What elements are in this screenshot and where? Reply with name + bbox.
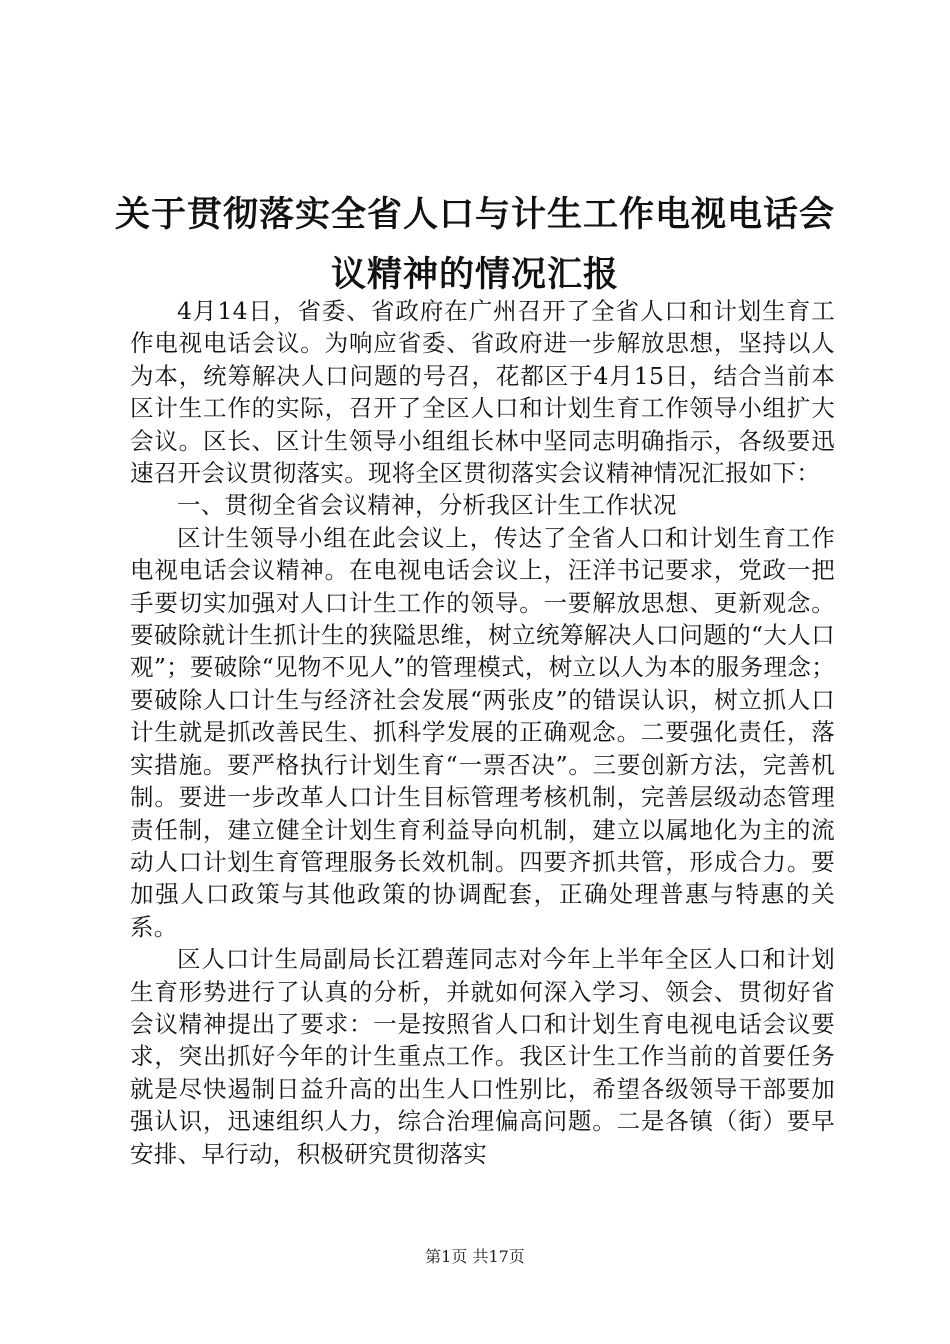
document-body (130, 295, 835, 1170)
document-title-line-2: 议精神的情况汇报 (330, 255, 619, 295)
paragraph-analysis: 区人口计生局副局长江碧莲同志对今年上半年全区人口和计划生育形势进行了认真的分析，并就如何深入学习、领会、贯彻好省会议精神提出了要求：一是按照省人口和计划生育电视电话会议要求，突出抓好今年的计生重点工作。我区计生工作当前的首要任务就是尽快遏制日益升高的出生人口性别比，希望各级领导干部要加强认识，迅速组织人力，综合治理偏高问题。二是各镇（街）要早安排、早行动，积极研究贯彻落实 (130, 945, 835, 1168)
section-heading-1: 一、贯彻全省会议精神，分析我区计生工作状况 (177, 491, 677, 520)
page-footer (0, 1244, 950, 1267)
document-title-line-1: 关于贯彻落实全省人口与计生工作电视电话会 (114, 195, 835, 235)
paragraph-meeting-spirit: 区计生领导小组在此会议上，传达了全省人口和计划生育工作电视电话会议精神。在电视电话会议上，汪洋书记要求，党政一把手要切实加强对人口计生工作的领导。一要解放思想、更新观念。要破除就计生抓计生的狭隘思维，树立统筹解决人口问题的“大人口观”；要破除“见物不见人”的管理模式，树立以人为本的服务理念；要破除人口计生与经济社会发展“两张皮”的错误认识，树立抓人口计生就是抓改善民生、抓科学发展的正确观念。二要强化责任，落实措施。要严格执行计划生育“一票否决”。三要创新方法，完善机制。要进一步改革人口计生目标管理考核机制，完善层级动态管理责任制，建立健全计划生育利益导向机制，建立以属地化为主的流动人口计划生育管理服务长效机制。四要齐抓共管，形成合力。要加强人口政策与其他政策的协调配套，正确处理普惠与特惠的关系。 (130, 523, 835, 941)
paragraph-intro: 4月14日，省委、省政府在广州召开了全省人口和计划生育工作电视电话会议。为响应省委、省政府进一步解放思想，坚持以人为本，统筹解决人口问题的号召，花都区于4月15日，结合当前本区计生工作的实际，召开了全区人口和计划生育工作领导小组扩大会议。区长、区计生领导小组组长林中坚同志明确指示，各级要迅速召开会议贯彻落实。现将全区贯彻落实会议精神情况汇报如下： (130, 297, 835, 488)
page-number: 第1页 共17页 (425, 1247, 525, 1266)
